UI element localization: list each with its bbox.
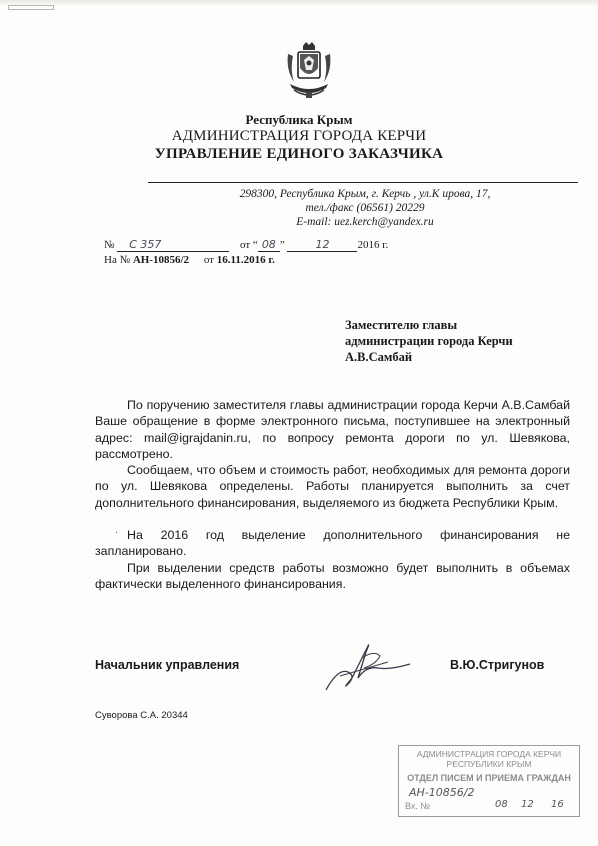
stamp-in-label: Вх. № bbox=[405, 801, 431, 811]
outgoing-number: С 357 bbox=[117, 238, 229, 252]
stamp-line-2: РЕСПУБЛИКИ КРЫМ bbox=[446, 759, 532, 769]
coat-of-arms-icon bbox=[284, 40, 334, 102]
address-line-3: E-mail: uez.kerch@yandex.ru bbox=[296, 216, 434, 228]
outgoing-day: 08 bbox=[258, 238, 280, 252]
body-paragraph-4: При выделении средств работы возможно будет выполнить в объемах фактически выделенного финансирования. bbox=[95, 561, 570, 592]
reference-label: На № bbox=[104, 254, 131, 266]
stamp-year: 16 bbox=[551, 799, 564, 810]
outgoing-number-row bbox=[104, 238, 388, 252]
recipient-line-2: администрации города Керчи bbox=[345, 334, 513, 348]
date-from-label: от bbox=[240, 239, 251, 251]
scan-edge bbox=[0, 0, 598, 6]
address-line-2: тел./факс (06561) 20229 bbox=[305, 202, 425, 214]
stamp-day: 08 bbox=[495, 799, 508, 810]
executor-info: Суворова С.А. 20344 bbox=[95, 710, 188, 721]
administration-title: АДМИНИСТРАЦИЯ ГОРОДА КЕРЧИ bbox=[171, 128, 427, 144]
stamp-line-3: ОТДЕЛ ПИСЕМ И ПРИЕМА ГРАЖДАН bbox=[407, 773, 571, 783]
quote-open: “ bbox=[252, 239, 258, 251]
header-divider bbox=[148, 182, 578, 183]
quote-close: ” bbox=[279, 239, 285, 251]
reference-from-label: от bbox=[203, 254, 214, 266]
incoming-stamp bbox=[398, 745, 580, 817]
stamp-number: АН-10856/2 bbox=[409, 786, 475, 799]
scan-speck: · bbox=[115, 528, 119, 539]
address-line-1: 298300, Республика Крым, г. Керчь , ул.К ирова, 17, bbox=[239, 188, 491, 200]
number-label: № bbox=[104, 239, 115, 251]
signer-position: Начальник управления bbox=[95, 658, 240, 672]
reference-row bbox=[104, 254, 275, 266]
reference-number: АН-10856/2 bbox=[132, 254, 190, 266]
stamp-month: 12 bbox=[521, 799, 534, 810]
recipient-line-3: А.В.Самбай bbox=[345, 350, 413, 364]
body-paragraph-1: По поручению заместителя главы администрации города Керчи А.В.Самбай Ваше обращение в форме электронного письма, поступившее на электронный адрес: mail@igrajdanin.ru, по вопросу ремонта дороги по ул. Шевякова, рассмотрено. bbox=[95, 398, 570, 461]
signer-name: В.Ю.Стригунов bbox=[450, 658, 545, 672]
stamp-line-1: АДМИНИСТРАЦИЯ ГОРОДА КЕРЧИ bbox=[416, 749, 562, 759]
corner-mark bbox=[8, 5, 54, 10]
handwritten-signature-icon bbox=[318, 638, 418, 693]
recipient-line-1: Заместителю главы bbox=[345, 318, 458, 332]
reference-date: 16.11.2016 г. bbox=[216, 254, 275, 266]
body-paragraph-2: Сообщаем, что объем и стоимость работ, необходимых для ремонта дороги по ул. Шевякова определены. Работы планируется выполнить за счет дополнительного финансирования, выделяемого из бюджета Республики Крым. bbox=[95, 463, 570, 510]
outgoing-year: 2016 г. bbox=[357, 239, 389, 251]
outgoing-month: 12 bbox=[287, 238, 357, 252]
body-paragraph-3: На 2016 год выделение дополнительного финансирования не запланировано. bbox=[95, 528, 570, 559]
department-title: УПРАВЛЕНИЕ ЕДИНОГО ЗАКАЗЧИКА bbox=[154, 146, 444, 162]
republic-title: Республика Крым bbox=[245, 112, 353, 127]
